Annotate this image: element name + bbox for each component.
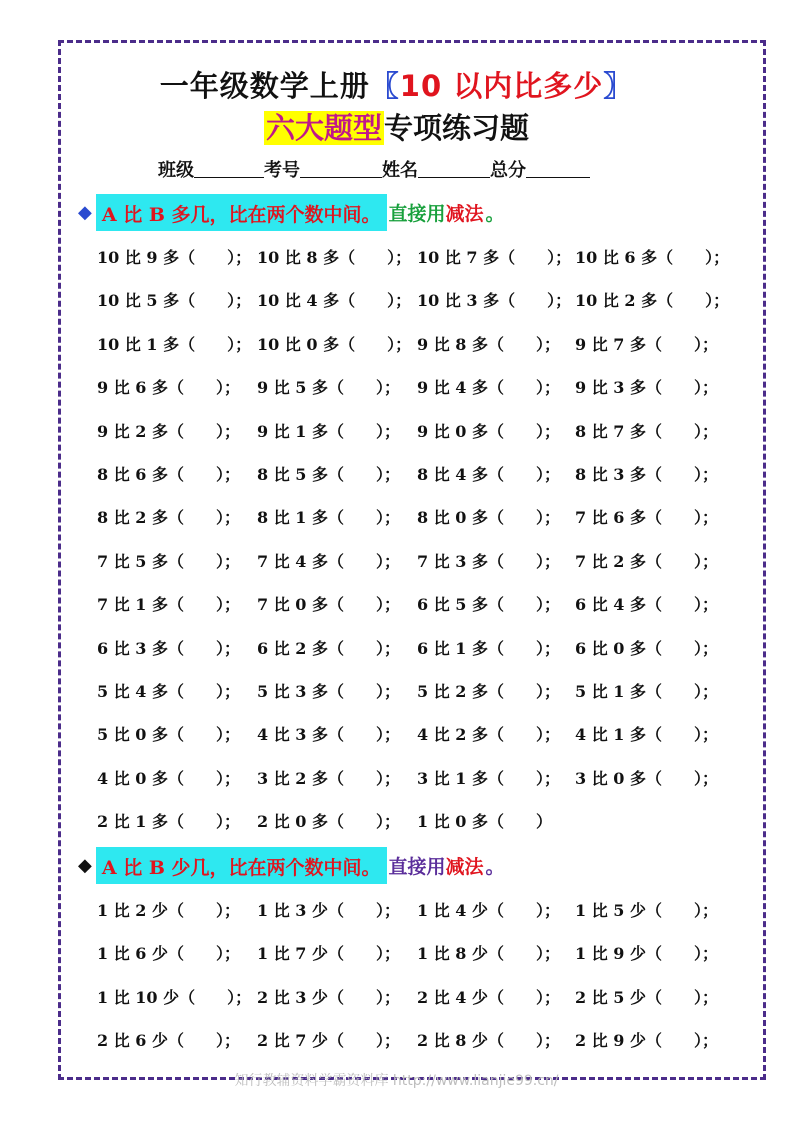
diamond-bullet-icon: ◆	[78, 855, 92, 876]
exercise-item[interactable]: 1 比 0 多（ ）	[417, 812, 552, 832]
section2-method-end: 。	[485, 856, 505, 878]
name-label: 姓名	[382, 160, 418, 181]
exercise-item[interactable]: 5 比 1 多（ ）；	[575, 682, 718, 701]
exercise-row	[97, 419, 747, 443]
exercise-item[interactable]: 2 比 9 少（ ）；	[575, 1031, 718, 1051]
exercise-item[interactable]: 7 比 4 多（ ）；	[257, 551, 400, 571]
exercise-item[interactable]: 7 比 6 多（ ）；	[575, 508, 718, 528]
exercise-item[interactable]: 5 比 2 多（ ）；	[417, 682, 560, 701]
section2-heading	[78, 847, 505, 884]
exercise-item[interactable]: 1 比 10 少（ ）；	[97, 987, 252, 1007]
exercise-item[interactable]: 9 比 4 多（ ）；	[417, 378, 560, 398]
subtitle-highlight: 六大题型	[265, 111, 382, 145]
exercise-item[interactable]: 10 比 6 多（ ）；	[575, 248, 730, 267]
exercise-item[interactable]: 10 比 7 多（ ）；	[417, 248, 572, 267]
title-grade: 一年级数学上册	[159, 69, 370, 103]
section1-method: 直接用	[388, 203, 446, 225]
number-blank[interactable]	[300, 159, 382, 178]
exercise-item[interactable]: 9 比 8 多（ ）；	[417, 334, 560, 354]
exercise-item[interactable]: 1 比 6 少（ ）；	[97, 944, 240, 964]
exercise-item[interactable]: 2 比 1 多（ ）；	[97, 812, 240, 832]
exercise-row	[97, 245, 747, 269]
exercise-item[interactable]: 9 比 1 多（ ）；	[257, 421, 400, 441]
section1-title: A 比 B 多几，比在两个数中间。	[96, 194, 387, 231]
exercise-item[interactable]: 2 比 5 少（ ）；	[575, 987, 718, 1007]
section1-heading	[78, 194, 505, 231]
exercise-item[interactable]: 10 比 2 多（ ）；	[575, 291, 730, 311]
footer-watermark: 知行教辅资料学霸资料库 http://www.lianjie99.cn/	[234, 1073, 559, 1089]
exercise-item[interactable]: 6 比 2 多（ ）；	[257, 638, 400, 658]
exercise-item[interactable]: 10 比 1 多（ ）；	[97, 334, 252, 354]
exercise-item[interactable]: 5 比 4 多（ ）；	[97, 682, 240, 701]
title-bracket-open: 〖	[369, 69, 400, 103]
exercise-row	[97, 941, 747, 965]
exercise-item[interactable]: 10 比 8 多（ ）；	[257, 248, 412, 267]
exercise-item[interactable]: 9 比 0 多（ ）；	[417, 421, 560, 441]
exercise-item[interactable]: 8 比 7 多（ ）；	[575, 421, 718, 441]
exercise-row	[97, 898, 747, 922]
exercise-item[interactable]: 9 比 5 多（ ）；	[257, 378, 400, 398]
exercise-item[interactable]: 8 比 5 多（ ）；	[257, 465, 400, 484]
exercise-item[interactable]: 8 比 3 多（ ）；	[575, 465, 718, 484]
exercise-item[interactable]: 1 比 5 少（ ）；	[575, 901, 718, 920]
section2-method-op: 减法	[445, 856, 484, 878]
exercise-item[interactable]: 8 比 1 多（ ）；	[257, 508, 400, 528]
exercise-item[interactable]: 7 比 0 多（ ）；	[257, 595, 400, 615]
exercise-item[interactable]: 9 比 7 多（ ）；	[575, 334, 718, 354]
exercise-item[interactable]: 9 比 2 多（ ）；	[97, 421, 240, 441]
exercise-row	[97, 462, 747, 486]
exercise-row	[97, 592, 747, 616]
exercise-item[interactable]: 7 比 3 多（ ）；	[417, 551, 560, 571]
number-label: 考号	[264, 160, 300, 181]
exercise-item[interactable]: 10 比 3 多（ ）；	[417, 291, 572, 311]
exercise-item[interactable]: 1 比 8 少（ ）；	[417, 944, 560, 964]
section1-method-end: 。	[485, 203, 505, 225]
exercise-item[interactable]: 5 比 0 多（ ）；	[97, 725, 240, 745]
exercise-item[interactable]: 8 比 6 多（ ）；	[97, 465, 240, 484]
exercise-item[interactable]: 10 比 4 多（ ）；	[257, 291, 412, 311]
exercise-item[interactable]: 4 比 2 多（ ）；	[417, 725, 560, 745]
name-blank[interactable]	[418, 159, 490, 178]
exercise-item[interactable]: 1 比 2 少（ ）；	[97, 901, 240, 920]
title-bracket-close: 〗	[603, 69, 634, 103]
title-topic: 10 以内比多少	[399, 69, 604, 103]
exercise-row	[97, 766, 747, 790]
exercise-item[interactable]: 10 比 0 多（ ）；	[257, 334, 412, 354]
exercise-item[interactable]: 9 比 6 多（ ）；	[97, 378, 240, 398]
exercise-item[interactable]: 6 比 0 多（ ）；	[575, 638, 718, 658]
exercise-item[interactable]: 7 比 5 多（ ）；	[97, 551, 240, 571]
exercise-row	[97, 985, 747, 1009]
exercise-item[interactable]: 8 比 4 多（ ）；	[417, 465, 560, 484]
exercise-item[interactable]: 2 比 8 少（ ）；	[417, 1031, 560, 1051]
score-label: 总分	[490, 160, 526, 181]
score-blank[interactable]	[526, 159, 590, 178]
exercise-item[interactable]: 6 比 3 多（ ）；	[97, 638, 240, 658]
exercise-item[interactable]: 8 比 2 多（ ）；	[97, 508, 240, 528]
exercise-item[interactable]: 1 比 9 少（ ）；	[575, 944, 718, 964]
exercise-item[interactable]: 5 比 3 多（ ）；	[257, 682, 400, 701]
exercise-item[interactable]: 8 比 0 多（ ）；	[417, 508, 560, 528]
exercise-row	[97, 288, 747, 312]
section2-title: A 比 B 少几，比在两个数中间。	[96, 847, 387, 884]
exercise-item[interactable]: 7 比 1 多（ ）；	[97, 595, 240, 615]
section2-method: 直接用	[388, 856, 446, 878]
exercise-item[interactable]: 1 比 3 少（ ）；	[257, 901, 400, 920]
exercise-item[interactable]: 2 比 0 多（ ）；	[257, 812, 400, 832]
exercise-row	[97, 505, 747, 529]
exercise-item[interactable]: 1 比 7 少（ ）；	[257, 944, 400, 964]
exercise-row	[97, 332, 747, 356]
subtitle-rest: 专项练习题	[384, 111, 530, 145]
exercise-item[interactable]: 3 比 0 多（ ）；	[575, 768, 718, 788]
exercise-item[interactable]: 7 比 2 多（ ）；	[575, 551, 718, 571]
exercise-row	[97, 636, 747, 660]
exercise-row	[97, 722, 747, 746]
exercise-item[interactable]: 4 比 1 多（ ）；	[575, 725, 718, 745]
page-title	[0, 64, 793, 105]
exercise-item[interactable]: 10 比 5 多（ ）；	[97, 291, 252, 311]
exercise-item[interactable]: 2 比 7 少（ ）；	[257, 1031, 400, 1051]
exercise-row	[97, 549, 747, 573]
exercise-item[interactable]: 6 比 1 多（ ）；	[417, 638, 560, 658]
student-info-line	[158, 156, 590, 182]
class-label: 班级	[158, 160, 194, 181]
exercise-item[interactable]: 6 比 4 多（ ）；	[575, 595, 718, 615]
exercise-row	[97, 375, 747, 399]
section1-method-op: 减法	[445, 203, 484, 225]
exercise-row	[97, 809, 747, 833]
exercise-item[interactable]: 3 比 1 多（ ）；	[417, 768, 560, 788]
exercise-item[interactable]: 6 比 5 多（ ）；	[417, 595, 560, 615]
page-subtitle	[0, 106, 793, 147]
exercise-row	[97, 679, 747, 703]
exercise-row	[97, 1028, 747, 1052]
exercise-item[interactable]: 3 比 2 多（ ）；	[257, 768, 400, 788]
exercise-item[interactable]: 1 比 4 少（ ）；	[417, 901, 560, 920]
diamond-bullet-icon: ◆	[78, 202, 92, 223]
exercise-item[interactable]: 2 比 4 少（ ）；	[417, 987, 560, 1007]
exercise-item[interactable]: 2 比 3 少（ ）；	[257, 987, 400, 1007]
exercise-item[interactable]: 4 比 3 多（ ）；	[257, 725, 400, 745]
exercise-item[interactable]: 4 比 0 多（ ）；	[97, 768, 240, 788]
class-blank[interactable]	[194, 159, 264, 178]
exercise-item[interactable]: 2 比 6 少（ ）；	[97, 1031, 240, 1051]
exercise-item[interactable]: 9 比 3 多（ ）；	[575, 378, 718, 398]
exercise-item[interactable]: 10 比 9 多（ ）；	[97, 248, 252, 267]
